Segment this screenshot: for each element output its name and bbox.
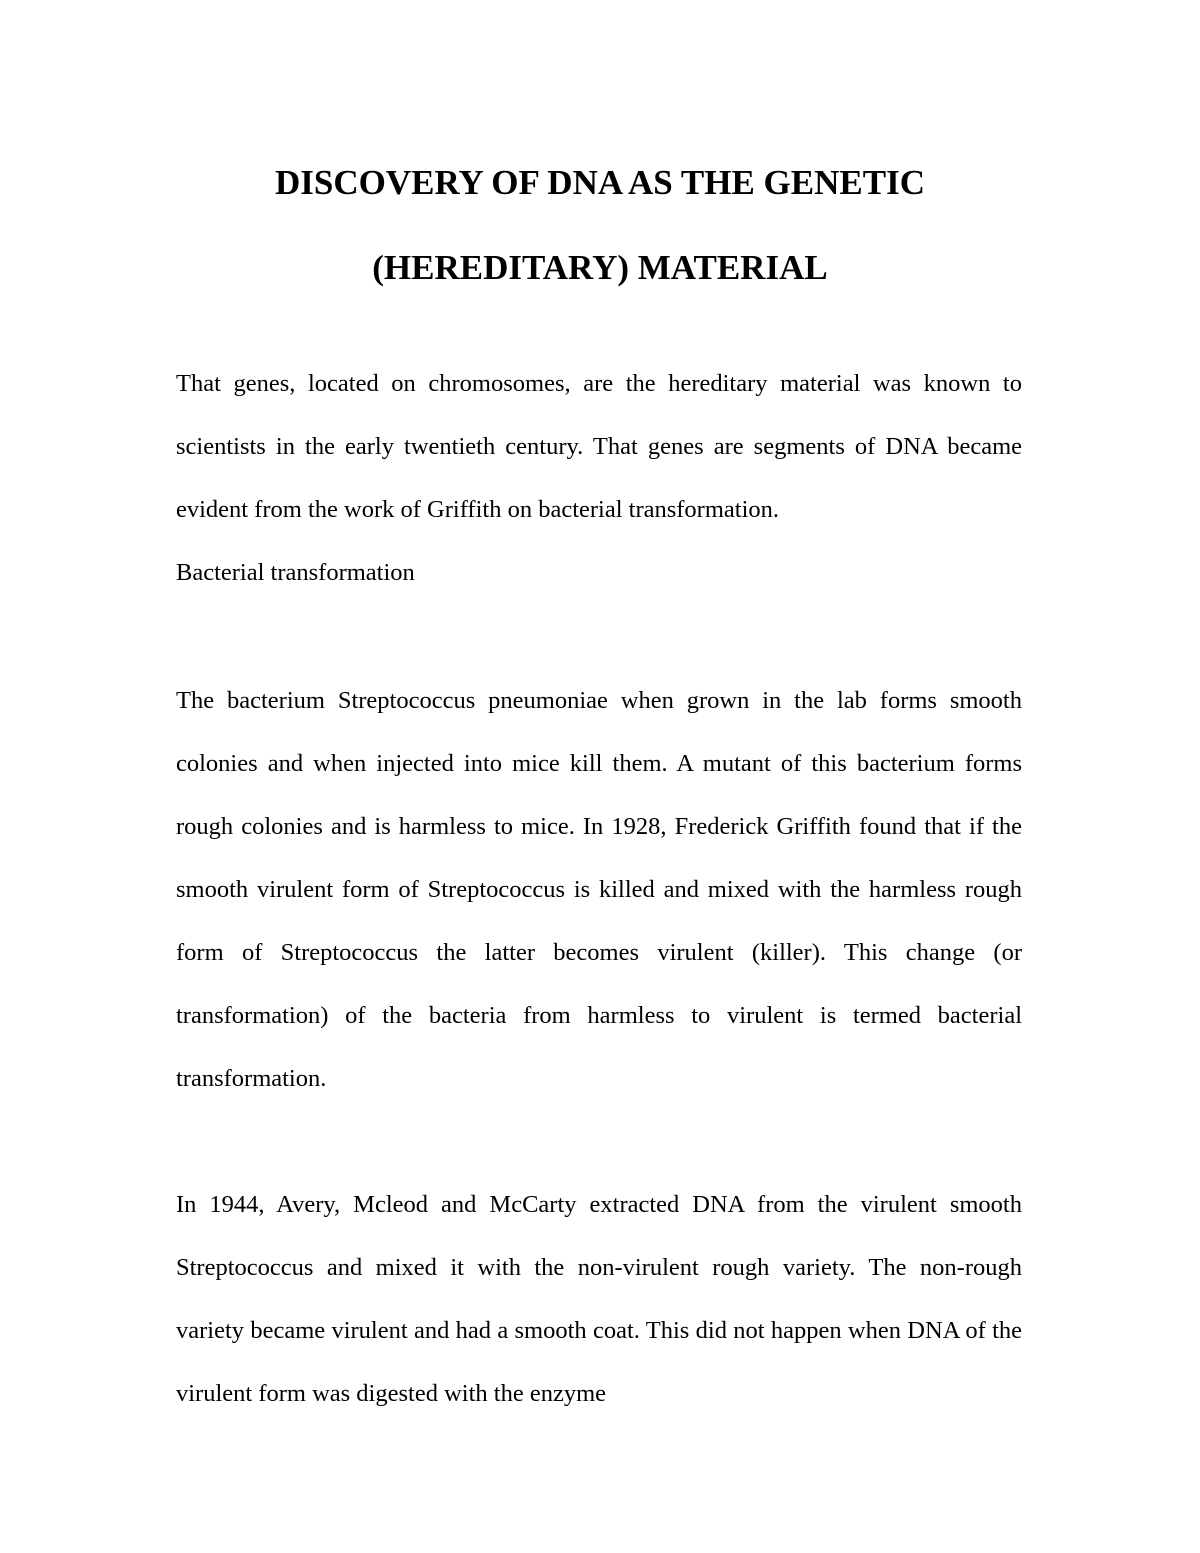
title-line-2: (HEREDITARY) MATERIAL <box>372 248 828 287</box>
paragraph-griffith-experiment: The bacterium Streptococcus pneumoniae when grown in the lab forms smooth colonies and when injected into mice kill them. A mutant of this bacterium forms rough colonies and is harmless to mice. In 1928, Frederick Griffith found that if the smooth virulent form of Streptococcus is killed and mixed with the harmless rough form of Streptococcus the latter becomes virulent (killer). This change (or transformation) of the bacteria from harmless to virulent is termed bacterial transformation. <box>176 687 1022 1092</box>
section-heading-bacterial-transformation: Bacterial transformation <box>176 559 415 586</box>
paragraph-intro: That genes, located on chromosomes, are the hereditary material was known to scientists in the early twentieth century. That genes are segments of DNA became evident from the work of Griffith on bacterial transformation. <box>176 370 1022 523</box>
title-line-1: DISCOVERY OF DNA AS THE GENETIC <box>275 163 925 202</box>
document-title <box>176 140 1024 310</box>
paragraph-avery-experiment: In 1944, Avery, Mcleod and McCarty extracted DNA from the virulent smooth Streptococcus and mixed it with the non-virulent rough variety. The non-rough variety became virulent and had a smooth coat. This did not happen when DNA of the virulent form was digested with the enzyme <box>176 1191 1022 1407</box>
